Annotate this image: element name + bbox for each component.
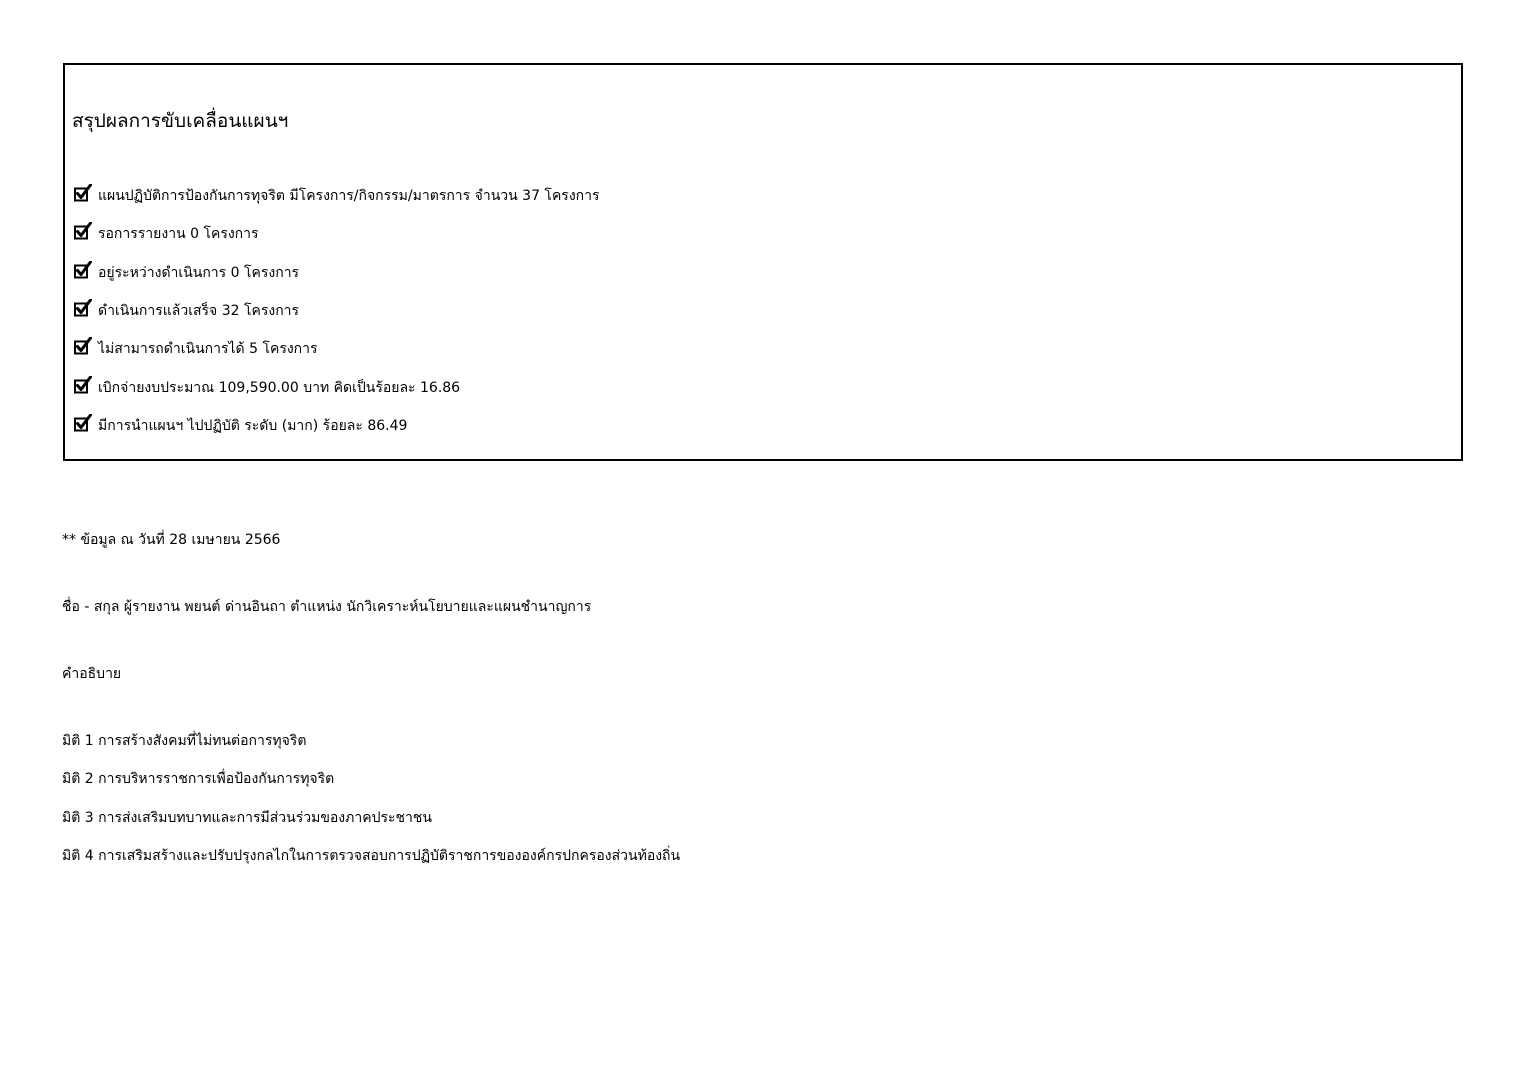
dimension-list — [62, 732, 680, 885]
summary-item-label: ดำเนินการแล้วเสร็จ 32 โครงการ — [98, 303, 300, 320]
summary-item-total-projects — [74, 177, 600, 215]
summary-item-pending-report — [74, 215, 600, 253]
data-date-note: ** ข้อมูล ณ วันที่ 28 เมษายน 2566 — [62, 532, 281, 548]
summary-check-list — [74, 177, 600, 445]
summary-item-not-possible — [74, 330, 600, 368]
summary-box — [63, 63, 1463, 461]
explanation-heading: คำอธิบาย — [62, 666, 122, 682]
dimension-item-4: มิติ 4 การเสริมสร้างและปรับปรุงกลไกในการตรวจสอบการปฏิบัติราชการขององค์กรปกครองส่วนท้องถิ่น — [62, 847, 681, 864]
checked-box-icon — [74, 376, 92, 394]
dimension-item-3: มิติ 3 การส่งเสริมบทบาทและการมีส่วนร่วมของภาคประชาชน — [62, 809, 432, 826]
reporter-line: ชื่อ - สกุล ผู้รายงาน พยนต์ ด่านอินถา ตำแหน่ง นักวิเคราะห์นโยบายและแผนชำนาญการ — [62, 599, 592, 615]
summary-item-label: แผนปฏิบัติการป้องกันการทุจริต มีโครงการ/กิจกรรม/มาตรการ จำนวน 37 โครงการ — [98, 188, 600, 205]
summary-item-budget — [74, 368, 600, 406]
summary-item-implementation-level — [74, 407, 600, 445]
summary-item-in-progress — [74, 254, 600, 292]
checked-box-icon — [74, 222, 92, 240]
summary-item-completed — [74, 292, 600, 330]
dimension-item-1: มิติ 1 การสร้างสังคมที่ไม่ทนต่อการทุจริต — [62, 733, 307, 749]
checked-box-icon — [74, 299, 92, 317]
summary-item-label: รอการรายงาน 0 โครงการ — [98, 226, 259, 243]
checked-box-icon — [74, 414, 92, 432]
summary-item-label: มีการนำแผนฯ ไปปฏิบัติ ระดับ (มาก) ร้อยละ 86.49 — [98, 417, 408, 434]
checked-box-icon — [74, 337, 92, 355]
summary-title: สรุปผลการขับเคลื่อนแผนฯ — [72, 110, 289, 132]
checked-box-icon — [74, 184, 92, 202]
summary-item-label: อยู่ระหว่างดำเนินการ 0 โครงการ — [98, 264, 300, 281]
dimension-item-2: มิติ 2 การบริหารราชการเพื่อป้องกันการทุจริต — [62, 771, 335, 788]
summary-item-label: ไม่สามารถดำเนินการได้ 5 โครงการ — [98, 341, 318, 358]
checked-box-icon — [74, 261, 92, 279]
summary-item-label: เบิกจ่ายงบประมาณ 109,590.00 บาท คิดเป็นร้อยละ 16.86 — [98, 379, 461, 396]
